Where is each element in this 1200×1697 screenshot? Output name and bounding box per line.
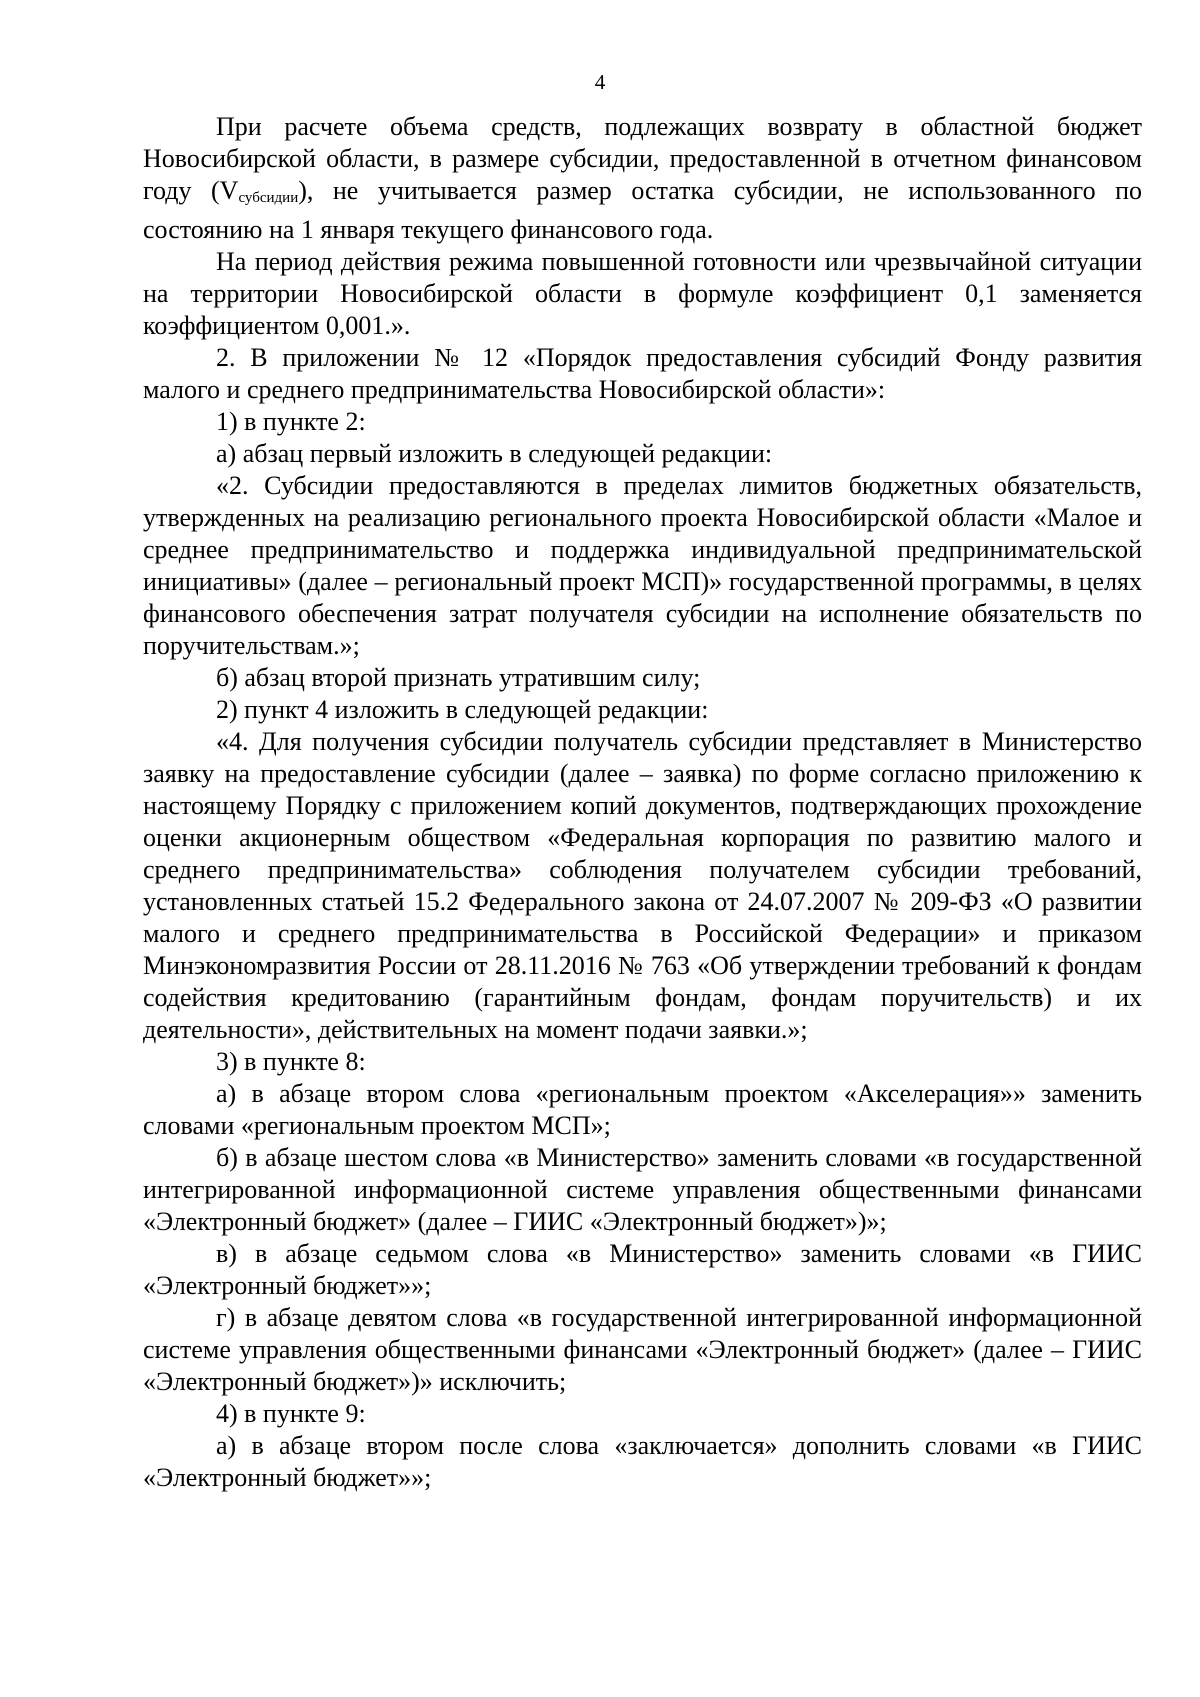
paragraph: 2. В приложении № 12 «Порядок предоставления субсидий Фонду развития малого и среднего предпринимательства Новосибирской области»:: [143, 343, 1142, 404]
page-number: 4: [594, 70, 606, 94]
paragraph: «2. Субсидии предоставляются в пределах лимитов бюджетных обязательств, утвержденных на реализацию регионального проекта Новосибирской области «Малое и среднее предпринимательство и поддержка индивидуальной предпринимательской инициативы» (далее – региональный проект МСП)» государственной программы, в целях финансового обеспечения затрат получателя субсидии на исполнение обязательств по поручительствам.»;: [143, 471, 1142, 660]
paragraph: в) в абзаце седьмом слова «в Министерство» заменить словами «в ГИИС «Электронный бюджет»»;: [143, 1239, 1142, 1300]
paragraph: а) в абзаце втором после слова «заключается» дополнить словами «в ГИИС «Электронный бюджет»»;: [143, 1431, 1142, 1492]
paragraph: б) в абзаце шестом слова «в Министерство» заменить словами «в государственной интегрированной информационной системе управления общественными финансами «Электронный бюджет» (далее – ГИИС «Электронный бюджет»)»;: [143, 1143, 1142, 1236]
paragraph: [143, 111, 1142, 246]
subscript-text: субсидии: [238, 190, 299, 206]
paragraph: а) абзац первый изложить в следующей редакции:: [216, 439, 773, 468]
paragraph: г) в абзаце девятом слова «в государственной интегрированной информационной системе управления общественными финансами «Электронный бюджет» (далее – ГИИС «Электронный бюджет»)» исключить;: [143, 1303, 1142, 1396]
paragraph: «4. Для получения субсидии получатель субсидии представляет в Министерство заявку на предоставление субсидии (далее – заявка) по форме согласно приложению к настоящему Порядку с приложением копий документов, подтверждающих прохождение оценки акционерным обществом «Федеральная корпорация по развитию малого и среднего предпринимательства» соблюдения получателем субсидии требований, установленных статьей 15.2 Федерального закона от 24.07.2007 № 209-ФЗ «О развитии малого и среднего предпринимательства в Российской Федерации» и приказом Минэкономразвития России от 28.11.2016 № 763 «Об утверждении требований к фондам содействия кредитованию (гарантийным фондам, фондам поручительств) и их деятельности», действительных на момент подачи заявки.»;: [143, 727, 1142, 1044]
paragraph-text: При расчете объема средств, подлежащих возврату в областной бюджет Новосибирской области, в размере субсидии, предоставленной в отчетном финансовом году (V: [143, 112, 1142, 205]
paragraph: 3) в пункте 8:: [216, 1047, 366, 1076]
paragraph: 4) в пункте 9:: [216, 1399, 366, 1428]
paragraph: 2) пункт 4 изложить в следующей редакции:: [216, 695, 709, 724]
paragraph: б) абзац второй признать утратившим силу;: [216, 663, 701, 692]
paragraph: а) в абзаце втором слова «региональным проектом «Акселерация»» заменить словами «региональным проектом МСП»;: [143, 1079, 1142, 1140]
paragraph: На период действия режима повышенной готовности или чрезвычайной ситуации на территории Новосибирской области в формуле коэффициент 0,1 заменяется коэффициентом 0,001.».: [143, 247, 1142, 340]
paragraph: 1) в пункте 2:: [216, 407, 366, 436]
document-body: [143, 111, 1142, 1494]
paragraph-text-continued: ), не учитывается размер остатка субсидии, не использованного по состоянию на 1 января текущего финансового года.: [143, 176, 1142, 244]
